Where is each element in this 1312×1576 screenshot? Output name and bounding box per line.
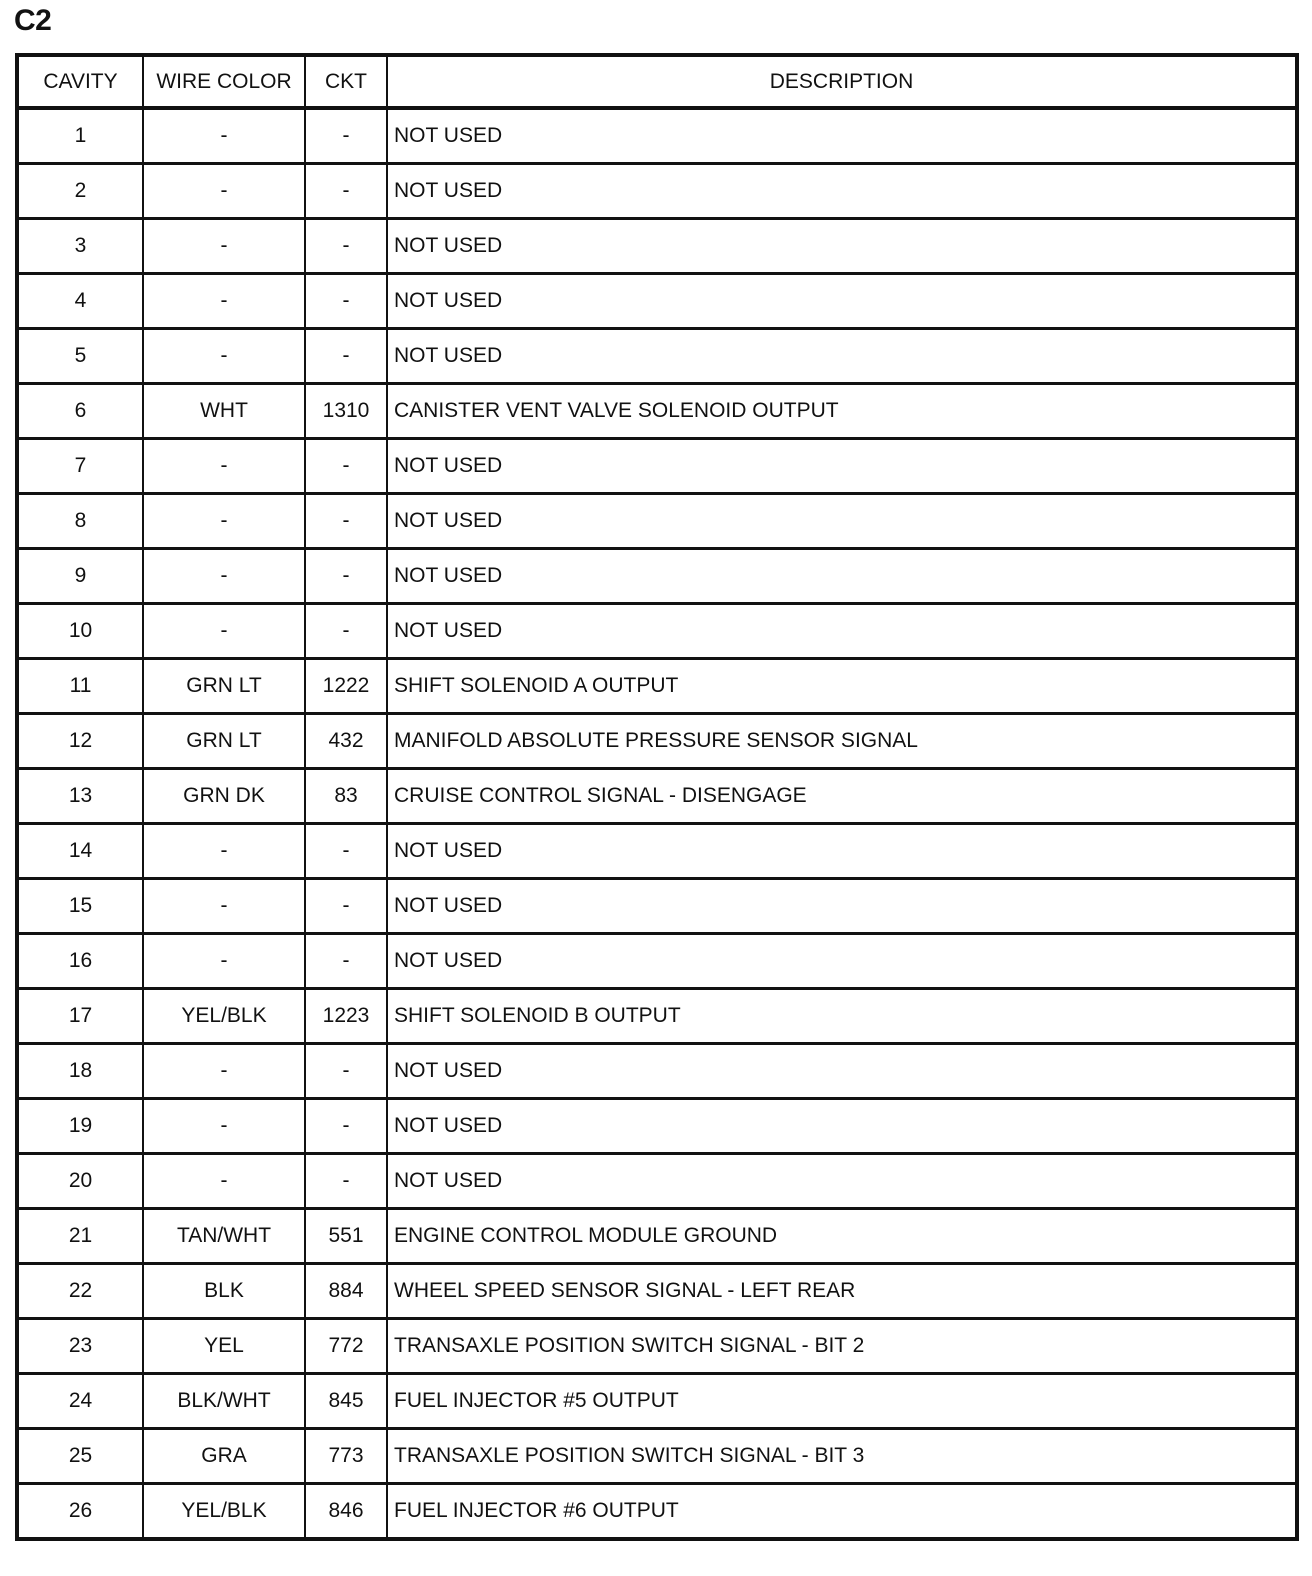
- table-row: [17, 879, 1297, 934]
- cavity-cell: 3: [17, 219, 143, 274]
- description-cell: TRANSAXLE POSITION SWITCH SIGNAL - BIT 2: [387, 1319, 1297, 1374]
- cavity-cell: 24: [17, 1374, 143, 1429]
- table-row: [17, 164, 1297, 219]
- ckt-cell: -: [305, 494, 387, 549]
- table-row: [17, 1429, 1297, 1484]
- description-cell: CRUISE CONTROL SIGNAL - DISENGAGE: [387, 769, 1297, 824]
- description-cell: NOT USED: [387, 1154, 1297, 1209]
- wire-color-cell: YEL: [143, 1319, 305, 1374]
- table-row: [17, 494, 1297, 549]
- wire-color-cell: BLK: [143, 1264, 305, 1319]
- cavity-cell: 19: [17, 1099, 143, 1154]
- cavity-cell: 21: [17, 1209, 143, 1264]
- cavity-cell: 5: [17, 329, 143, 384]
- cavity-cell: 26: [17, 1484, 143, 1540]
- wire-color-cell: YEL/BLK: [143, 1484, 305, 1540]
- ckt-cell: 846: [305, 1484, 387, 1540]
- description-cell: NOT USED: [387, 219, 1297, 274]
- wire-color-cell: -: [143, 1154, 305, 1209]
- table-row: [17, 1374, 1297, 1429]
- cavity-cell: 23: [17, 1319, 143, 1374]
- cavity-cell: 16: [17, 934, 143, 989]
- cavity-cell: 14: [17, 824, 143, 879]
- ckt-cell: 83: [305, 769, 387, 824]
- wire-color-cell: -: [143, 329, 305, 384]
- table-row: [17, 108, 1297, 164]
- cavity-cell: 13: [17, 769, 143, 824]
- wire-color-cell: -: [143, 164, 305, 219]
- description-cell: ENGINE CONTROL MODULE GROUND: [387, 1209, 1297, 1264]
- description-cell: NOT USED: [387, 824, 1297, 879]
- cavity-cell: 17: [17, 989, 143, 1044]
- description-cell: NOT USED: [387, 934, 1297, 989]
- description-cell: NOT USED: [387, 329, 1297, 384]
- table-row: [17, 989, 1297, 1044]
- table-row: [17, 1484, 1297, 1540]
- ckt-cell: 1222: [305, 659, 387, 714]
- table-row: [17, 1154, 1297, 1209]
- table-row: [17, 329, 1297, 384]
- ckt-cell: 773: [305, 1429, 387, 1484]
- table-row: [17, 714, 1297, 769]
- cavity-cell: 9: [17, 549, 143, 604]
- ckt-cell: 432: [305, 714, 387, 769]
- wire-color-cell: -: [143, 934, 305, 989]
- cavity-cell: 18: [17, 1044, 143, 1099]
- description-cell: TRANSAXLE POSITION SWITCH SIGNAL - BIT 3: [387, 1429, 1297, 1484]
- ckt-cell: -: [305, 219, 387, 274]
- description-cell: NOT USED: [387, 164, 1297, 219]
- pinout-body: [17, 108, 1297, 1539]
- connector-title: C2: [14, 4, 52, 37]
- ckt-cell: -: [305, 879, 387, 934]
- ckt-cell: -: [305, 108, 387, 164]
- ckt-cell: -: [305, 274, 387, 329]
- header-cavity: CAVITY: [17, 55, 143, 108]
- table-row: [17, 604, 1297, 659]
- table-row: [17, 219, 1297, 274]
- description-cell: NOT USED: [387, 1099, 1297, 1154]
- pinout-table: [15, 53, 1299, 1541]
- ckt-cell: -: [305, 439, 387, 494]
- description-cell: NOT USED: [387, 108, 1297, 164]
- table-row: [17, 659, 1297, 714]
- ckt-cell: 845: [305, 1374, 387, 1429]
- ckt-cell: -: [305, 824, 387, 879]
- ckt-cell: -: [305, 1154, 387, 1209]
- wire-color-cell: YEL/BLK: [143, 989, 305, 1044]
- ckt-cell: -: [305, 329, 387, 384]
- cavity-cell: 20: [17, 1154, 143, 1209]
- cavity-cell: 7: [17, 439, 143, 494]
- description-cell: CANISTER VENT VALVE SOLENOID OUTPUT: [387, 384, 1297, 439]
- description-cell: NOT USED: [387, 879, 1297, 934]
- description-cell: NOT USED: [387, 494, 1297, 549]
- cavity-cell: 8: [17, 494, 143, 549]
- wire-color-cell: GRN DK: [143, 769, 305, 824]
- cavity-cell: 10: [17, 604, 143, 659]
- ckt-cell: -: [305, 549, 387, 604]
- header-row: [17, 55, 1297, 108]
- wire-color-cell: -: [143, 439, 305, 494]
- table-row: [17, 824, 1297, 879]
- wire-color-cell: -: [143, 1099, 305, 1154]
- ckt-cell: -: [305, 604, 387, 659]
- header-wire-color: WIRE COLOR: [143, 55, 305, 108]
- wire-color-cell: -: [143, 549, 305, 604]
- cavity-cell: 11: [17, 659, 143, 714]
- ckt-cell: 772: [305, 1319, 387, 1374]
- ckt-cell: 1310: [305, 384, 387, 439]
- table-row: [17, 1319, 1297, 1374]
- ckt-cell: 551: [305, 1209, 387, 1264]
- table-row: [17, 769, 1297, 824]
- table-row: [17, 439, 1297, 494]
- header-ckt: CKT: [305, 55, 387, 108]
- ckt-cell: 884: [305, 1264, 387, 1319]
- table-row: [17, 1044, 1297, 1099]
- cavity-cell: 4: [17, 274, 143, 329]
- ckt-cell: -: [305, 1044, 387, 1099]
- header-description: DESCRIPTION: [387, 55, 1297, 108]
- ckt-cell: -: [305, 1099, 387, 1154]
- wire-color-cell: GRA: [143, 1429, 305, 1484]
- description-cell: SHIFT SOLENOID B OUTPUT: [387, 989, 1297, 1044]
- wire-color-cell: -: [143, 108, 305, 164]
- ckt-cell: 1223: [305, 989, 387, 1044]
- description-cell: SHIFT SOLENOID A OUTPUT: [387, 659, 1297, 714]
- description-cell: WHEEL SPEED SENSOR SIGNAL - LEFT REAR: [387, 1264, 1297, 1319]
- description-cell: NOT USED: [387, 549, 1297, 604]
- wire-color-cell: -: [143, 604, 305, 659]
- wire-color-cell: BLK/WHT: [143, 1374, 305, 1429]
- table-row: [17, 1264, 1297, 1319]
- cavity-cell: 6: [17, 384, 143, 439]
- description-cell: FUEL INJECTOR #6 OUTPUT: [387, 1484, 1297, 1540]
- wire-color-cell: GRN LT: [143, 659, 305, 714]
- wire-color-cell: -: [143, 879, 305, 934]
- description-cell: NOT USED: [387, 439, 1297, 494]
- wire-color-cell: -: [143, 824, 305, 879]
- wire-color-cell: TAN/WHT: [143, 1209, 305, 1264]
- table-row: [17, 274, 1297, 329]
- table-row: [17, 934, 1297, 989]
- description-cell: NOT USED: [387, 1044, 1297, 1099]
- description-cell: FUEL INJECTOR #5 OUTPUT: [387, 1374, 1297, 1429]
- cavity-cell: 12: [17, 714, 143, 769]
- cavity-cell: 15: [17, 879, 143, 934]
- description-cell: NOT USED: [387, 274, 1297, 329]
- wire-color-cell: WHT: [143, 384, 305, 439]
- table-row: [17, 1209, 1297, 1264]
- cavity-cell: 2: [17, 164, 143, 219]
- table-row: [17, 1099, 1297, 1154]
- ckt-cell: -: [305, 164, 387, 219]
- cavity-cell: 22: [17, 1264, 143, 1319]
- table-row: [17, 549, 1297, 604]
- ckt-cell: -: [305, 934, 387, 989]
- wire-color-cell: -: [143, 219, 305, 274]
- description-cell: NOT USED: [387, 604, 1297, 659]
- cavity-cell: 25: [17, 1429, 143, 1484]
- wire-color-cell: -: [143, 274, 305, 329]
- wire-color-cell: -: [143, 494, 305, 549]
- wire-color-cell: GRN LT: [143, 714, 305, 769]
- cavity-cell: 1: [17, 108, 143, 164]
- description-cell: MANIFOLD ABSOLUTE PRESSURE SENSOR SIGNAL: [387, 714, 1297, 769]
- table-row: [17, 384, 1297, 439]
- wire-color-cell: -: [143, 1044, 305, 1099]
